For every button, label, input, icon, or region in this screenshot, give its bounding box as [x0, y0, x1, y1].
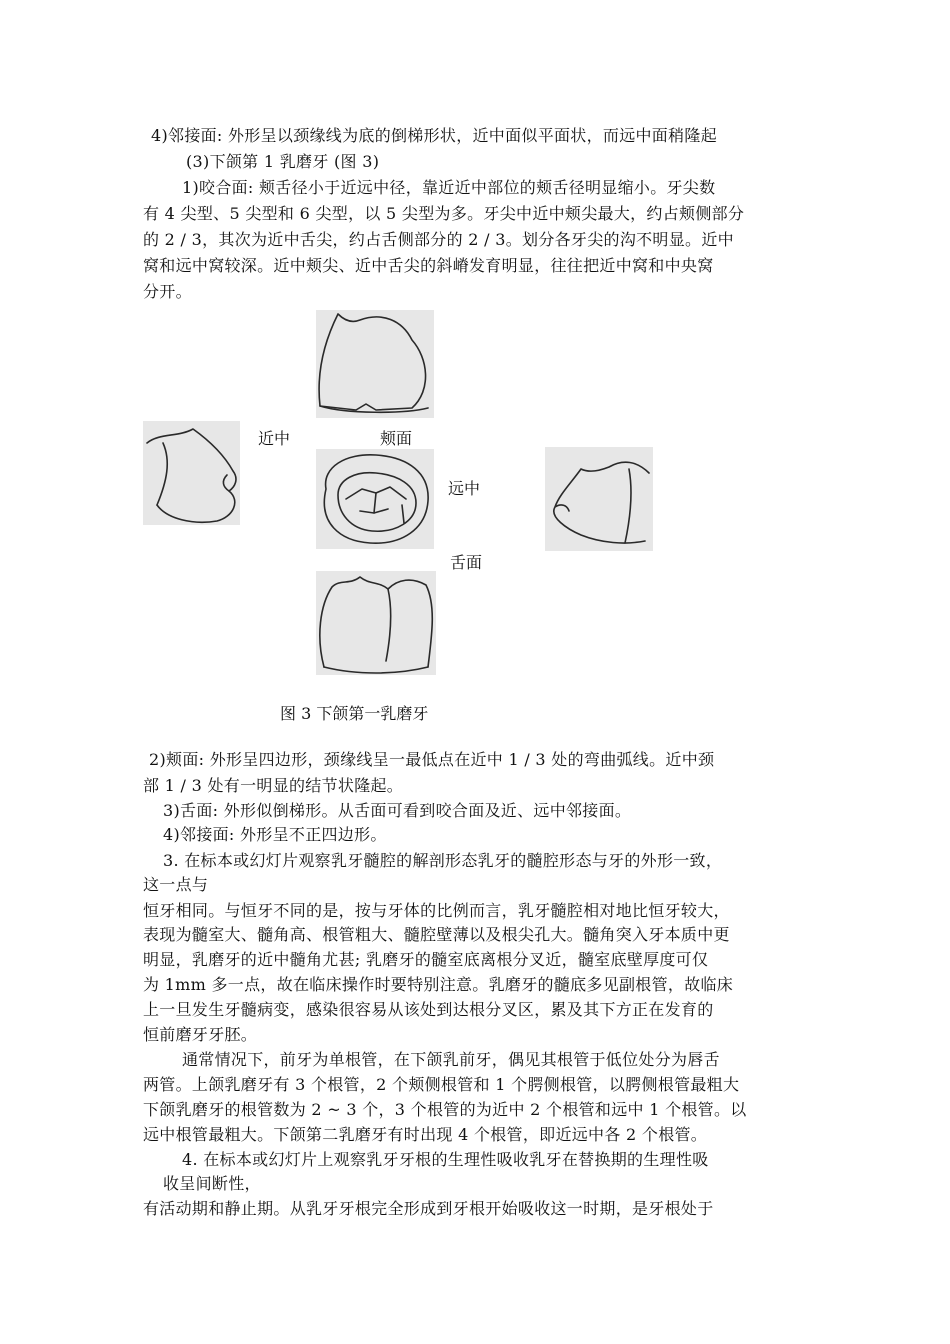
tooth-lingual-view	[316, 571, 436, 675]
tooth-mesial-view	[143, 421, 240, 525]
tooth-occlusal-drawing	[316, 449, 434, 549]
text-line: 的 2 / 3，其次为近中舌尖，约占舌侧部分的 2 / 3。划分各牙尖的沟不明显。近中	[143, 230, 734, 249]
text-line: 1)咬合面: 颊舌径小于近远中径，靠近近中部位的颊舌径明显缩小。牙尖数	[182, 178, 716, 197]
text-line: 部 1 / 3 处有一明显的结节状隆起。	[143, 776, 404, 795]
label-buccal: 颊面	[380, 429, 413, 448]
tooth-mesial-drawing	[143, 421, 240, 525]
label-mesial: 近中	[258, 429, 291, 448]
tooth-lingual-drawing	[316, 571, 436, 675]
text-line: 下颌乳磨牙的根管数为 2 ~ 3 个，3 个根管的为近中 2 个根管和远中 1 个根管。以	[143, 1100, 747, 1119]
text-line: 明显，乳磨牙的近中髓角尤甚; 乳磨牙的髓室底离根分叉近，髓室底壁厚度可仅	[143, 950, 709, 969]
tooth-buccal-view	[316, 310, 434, 418]
text-line: 3. 在标本或幻灯片观察乳牙髓腔的解剖形态乳牙的髓腔形态与牙的外形一致，	[163, 851, 723, 870]
label-distal: 远中	[448, 479, 481, 498]
tooth-distal-drawing	[545, 447, 653, 551]
section-heading: (3)下颌第 1 乳磨牙 (图 3)	[186, 152, 380, 171]
figure-caption: 图 3 下颌第一乳磨牙	[280, 704, 429, 723]
text-line: 远中根管最粗大。下颌第二乳磨牙有时出现 4 个根管，即近远中各 2 个根管。	[143, 1125, 708, 1144]
tooth-distal-view	[545, 447, 653, 551]
text-line: 4)邻接面: 外形呈以颈缘线为底的倒梯形状，近中面似平面状，而远中面稍隆起	[151, 126, 717, 145]
text-line: 通常情况下，前牙为单根管，在下颌乳前牙，偶见其根管于低位处分为唇舌	[182, 1050, 720, 1069]
text-line: 表现为髓室大、髓角高、根管粗大、髓腔壁薄以及根尖孔大。髓角突入牙本质中更	[143, 925, 730, 944]
tooth-occlusal-view	[316, 449, 434, 549]
text-line: 4. 在标本或幻灯片上观察乳牙牙根的生理性吸收乳牙在替换期的生理性吸	[182, 1150, 709, 1169]
text-line: 分开。	[143, 282, 192, 301]
text-line: 两管。上颌乳磨牙有 3 个根管，2 个颊侧根管和 1 个腭侧根管，以腭侧根管最粗大	[143, 1075, 740, 1094]
text-line: 为 1mm 多一点，故在临床操作时要特别注意。乳磨牙的髓底多见副根管，故临床	[143, 975, 734, 994]
text-line: 这一点与	[143, 875, 209, 894]
text-line: 有 4 尖型、5 尖型和 6 尖型，以 5 尖型为多。牙尖中近中颊尖最大，约占颊侧部分	[143, 204, 745, 223]
text-line: 2)颊面: 外形呈四边形，颈缘线呈一最低点在近中 1 / 3 处的弯曲弧线。近中颈	[149, 750, 715, 769]
text-line: 有活动期和静止期。从乳牙牙根完全形成到牙根开始吸收这一时期，是牙根处于	[143, 1199, 714, 1218]
tooth-buccal-drawing	[316, 310, 434, 418]
text-line: 窝和远中窝较深。近中颊尖、近中舌尖的斜嵴发育明显，往往把近中窝和中央窝	[143, 256, 714, 275]
label-lingual: 舌面	[450, 553, 483, 572]
text-line: 恒前磨牙牙胚。	[143, 1025, 258, 1044]
text-line: 收呈间断性，	[163, 1174, 261, 1193]
text-line: 上一旦发生牙髓病变，感染很容易从该处到达根分叉区，累及其下方正在发育的	[143, 1000, 714, 1019]
text-line: 3)舌面: 外形似倒梯形。从舌面可看到咬合面及近、远中邻接面。	[163, 801, 632, 820]
text-line: 4)邻接面: 外形呈不正四边形。	[163, 825, 387, 844]
text-line: 恒牙相同。与恒牙不同的是，按与牙体的比例而言，乳牙髓腔相对地比恒牙较大，	[143, 901, 730, 920]
